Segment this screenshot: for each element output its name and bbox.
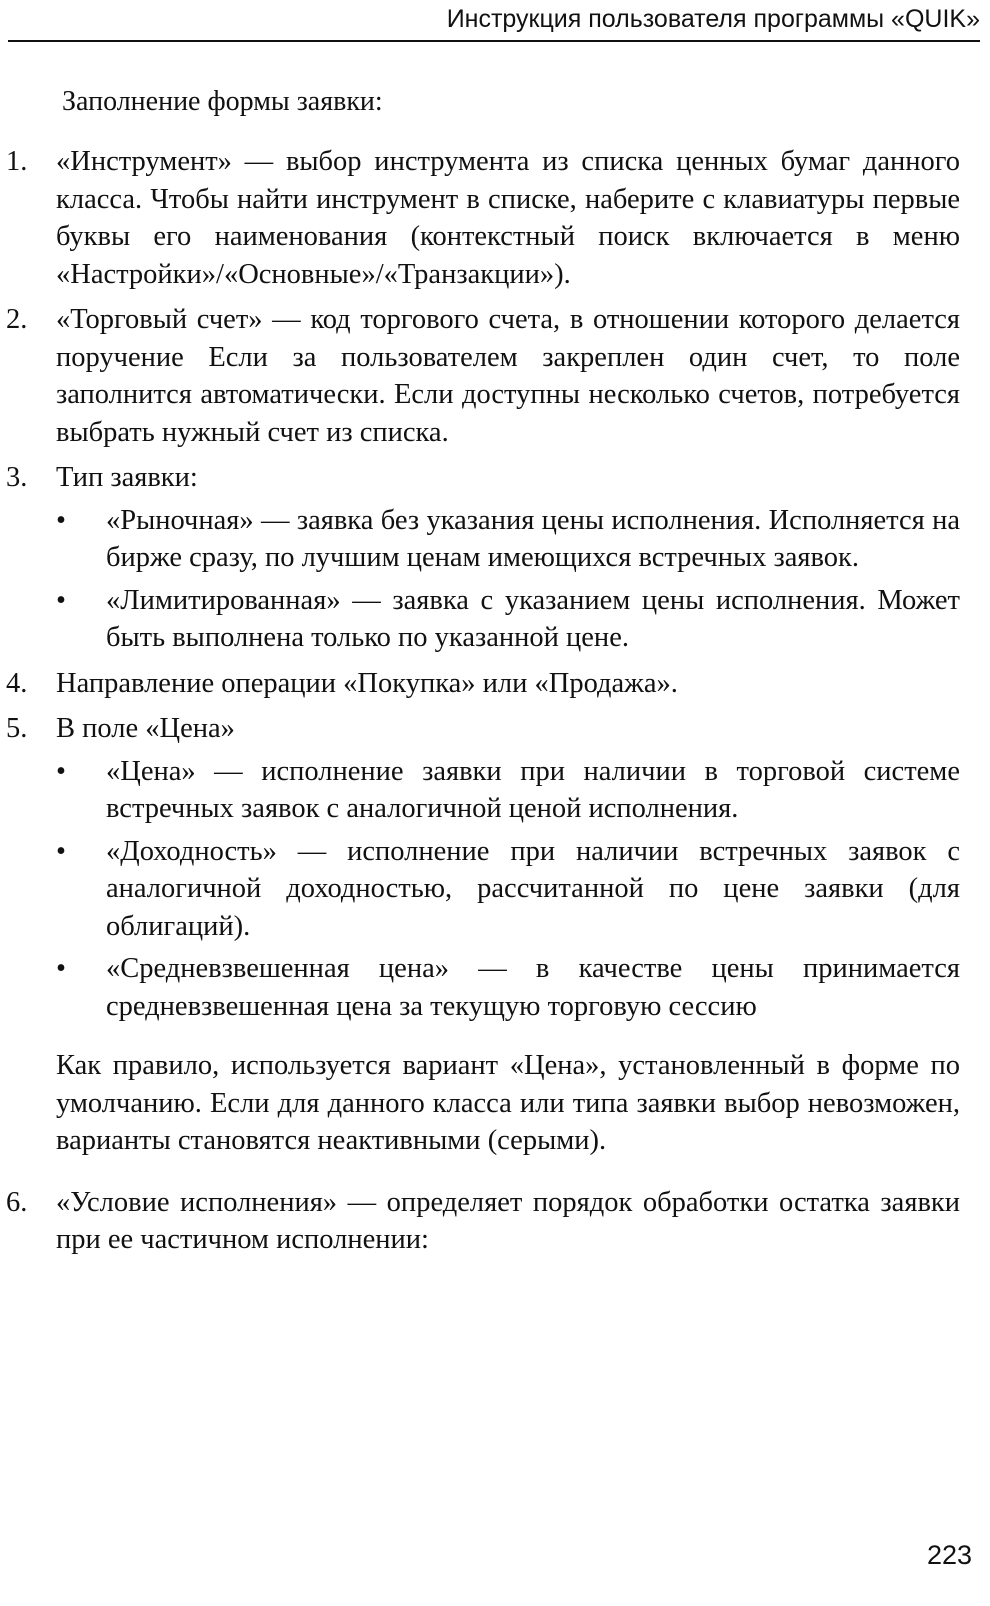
bullet-icon: • xyxy=(56,584,66,616)
item-number: 1. xyxy=(6,146,28,177)
list-item xyxy=(0,1184,960,1259)
bullet-text: «Средневзвешенная цена» — в качестве цены принимается средневзвешенная цена за текущую торговую сессию xyxy=(106,953,960,1022)
item-number: 6. xyxy=(6,1186,28,1218)
bullet-text: «Лимитированная» — заявка с указанием цены исполнения. Может быть выполнена только по указанной цене. xyxy=(106,584,960,653)
item-number: 2. xyxy=(6,304,28,335)
item-text: Тип заявки: xyxy=(56,462,198,493)
instructions-list xyxy=(0,143,990,1267)
bullet-item xyxy=(56,582,960,657)
item-text: В поле «Цена» xyxy=(56,713,235,744)
bullet-icon: • xyxy=(56,504,66,536)
item-text: Направление операции «Покупка» или «Продажа». xyxy=(56,667,678,699)
bullet-item xyxy=(56,833,960,946)
list-item xyxy=(0,459,960,657)
bullet-icon: • xyxy=(56,755,66,787)
list-item xyxy=(0,301,960,451)
item-number: 4. xyxy=(6,667,28,699)
bullet-icon: • xyxy=(56,835,66,867)
item-text: «Торговый счет» — код торгового счета, в отношении которого делается поручение Если за пользователем закреплен один счет, то поле заполнится автоматически. Если доступны несколько счетов, потребуется выбрать нужный счет из списка. xyxy=(56,304,960,448)
bullet-item xyxy=(56,753,960,828)
item-text: «Инструмент» — выбор инструмента из списка ценных бумаг данного класса. Чтобы найти инструмент в списке, наберите с клавиатуры первые буквы его наименования (контекстный поиск включается в меню «Настройки»/«Основные»/«Транзакции»). xyxy=(56,146,960,290)
bullet-text: «Доходность» — исполнение при наличии встречных заявок с аналогичной доходностью, рассчитанной по цене заявки (для облигаций). xyxy=(106,835,960,942)
bullet-text: «Цена» — исполнение заявки при наличии в торговой системе встречных заявок с аналогичной ценой исполнения. xyxy=(106,755,960,824)
bullet-item xyxy=(56,502,960,577)
page-number: 223 xyxy=(926,1540,972,1570)
section-lead: Заполнение формы заявки: xyxy=(62,86,383,117)
list-item xyxy=(0,665,960,703)
bullet-item xyxy=(56,950,960,1025)
bullet-icon: • xyxy=(56,953,66,984)
running-header: Инструкция пользователя программы «QUIK» xyxy=(8,0,980,42)
item-text: «Условие исполнения» — определяет порядок обработки остатка заявки при ее частичном исполнении: xyxy=(56,1186,960,1255)
list-item xyxy=(0,143,960,293)
note-paragraph: Как правило, используется вариант «Цена», установленный в форме по умолчанию. Если для данного класса или типа заявки выбор невозможен, варианты становятся неактивными (серыми). xyxy=(56,1050,960,1156)
bullet-text: «Рыночная» — заявка без указания цены исполнения. Исполняется на бирже сразу, по лучшим ценам имеющихся встречных заявок. xyxy=(106,504,960,573)
list-item xyxy=(0,710,960,1025)
item-number: 3. xyxy=(6,462,28,493)
item-number: 5. xyxy=(6,713,28,744)
